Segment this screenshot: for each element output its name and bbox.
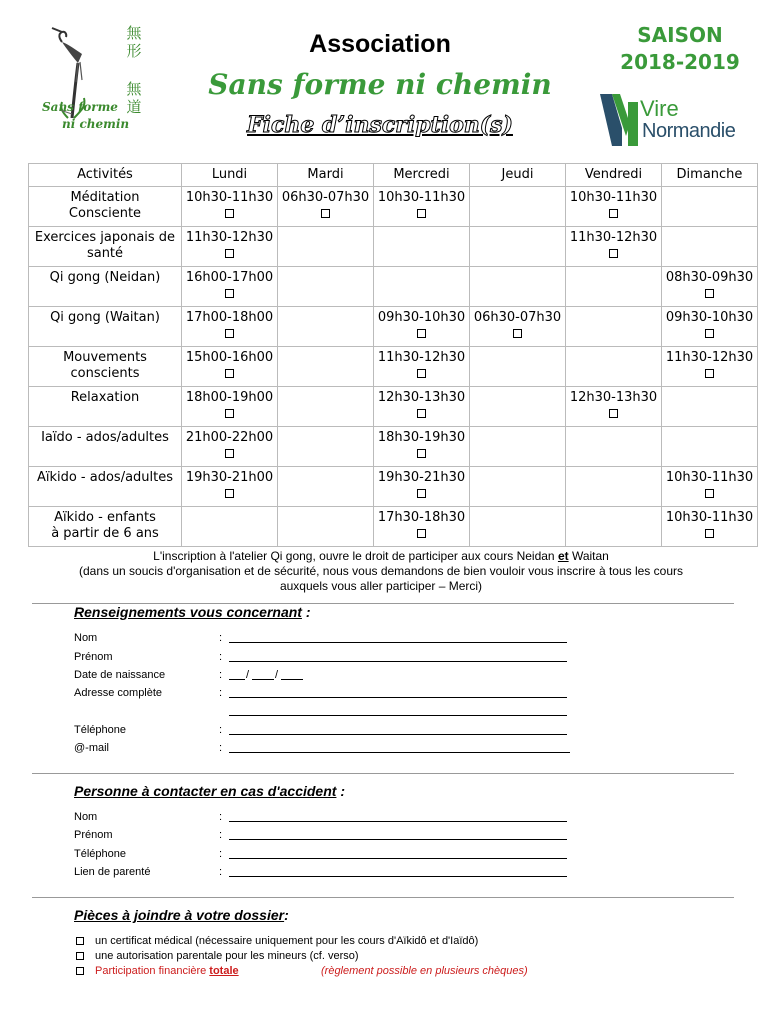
section-title-colon: : <box>336 783 345 799</box>
time-slot-cell <box>566 427 662 467</box>
slot-checkbox[interactable] <box>609 249 618 258</box>
time-slot-cell <box>566 387 662 427</box>
payment-label: Participation financière <box>95 965 207 977</box>
nom-input-line[interactable] <box>229 633 567 643</box>
field-separator: : <box>219 687 223 699</box>
date-slash: / <box>275 669 279 681</box>
time-slot-cell <box>278 467 374 507</box>
note-text: auxquels vous aller participer – Merci) <box>279 579 483 593</box>
time-slot-cell <box>470 307 566 347</box>
field-label-relationship: Lien de parenté <box>74 866 151 878</box>
time-slot: 11h30-12h30 <box>377 350 466 365</box>
column-header: Dimanche <box>662 164 758 187</box>
time-slot-cell <box>374 187 470 227</box>
partner-logo <box>598 92 748 148</box>
slot-checkbox[interactable] <box>705 489 714 498</box>
time-slot-cell <box>662 227 758 267</box>
date-slash: / <box>246 669 250 681</box>
time-slot: 11h30-12h30 <box>569 230 658 245</box>
slot-checkbox[interactable] <box>225 369 234 378</box>
activity-name: Aïkido - enfants <box>54 510 156 525</box>
field-label-email: @-mail <box>74 742 109 754</box>
time-slot: 12h30-13h30 <box>569 390 658 405</box>
slot-checkbox[interactable] <box>417 449 426 458</box>
field-separator: : <box>219 632 223 644</box>
slot-checkbox[interactable] <box>225 329 234 338</box>
time-slot-cell <box>470 347 566 387</box>
activity-cell <box>29 267 182 307</box>
time-slot-cell <box>374 347 470 387</box>
time-slot-cell <box>470 267 566 307</box>
time-slot-cell <box>662 267 758 307</box>
table-header-row <box>29 164 758 187</box>
payment-note: (règlement possible en plusieurs chèques) <box>321 965 528 977</box>
column-header: Jeudi <box>470 164 566 187</box>
field-label-contact-phone: Téléphone <box>74 848 126 860</box>
time-slot-cell <box>278 307 374 347</box>
time-slot: 10h30-11h30 <box>569 190 658 205</box>
phone-input-line[interactable] <box>229 725 567 735</box>
activity-name: Aïkido - ados/adultes <box>36 470 174 485</box>
address-input-line[interactable] <box>229 688 567 698</box>
time-slot-cell <box>278 187 374 227</box>
address-input-line-2[interactable] <box>229 706 567 716</box>
slot-checkbox[interactable] <box>417 489 426 498</box>
birth-year-input[interactable] <box>281 670 303 680</box>
table-row <box>29 387 758 427</box>
field-separator: : <box>219 742 223 754</box>
activity-cell <box>29 187 182 227</box>
field-label-address: Adresse complète <box>74 687 163 699</box>
time-slot-cell <box>662 427 758 467</box>
field-label-nom: Nom <box>74 632 98 644</box>
activity-name: conscients <box>70 366 140 381</box>
section-title-colon: : <box>301 604 311 620</box>
time-slot: 21h00-22h00 <box>185 430 274 445</box>
time-slot: 10h30-11h30 <box>377 190 466 205</box>
email-input-line[interactable] <box>229 743 570 753</box>
time-slot-cell <box>566 347 662 387</box>
slot-checkbox[interactable] <box>417 409 426 418</box>
time-slot-cell <box>182 507 278 547</box>
column-header: Mardi <box>278 164 374 187</box>
field-label-phone: Téléphone <box>74 724 126 736</box>
time-slot: 17h30-18h30 <box>377 510 466 525</box>
time-slot: 11h30-12h30 <box>185 230 274 245</box>
activity-name: santé <box>86 246 124 261</box>
slot-checkbox[interactable] <box>609 209 618 218</box>
slot-checkbox[interactable] <box>705 329 714 338</box>
section-title-documents <box>74 907 289 923</box>
activity-name: Exercices japonais de <box>34 230 176 245</box>
birth-day-input[interactable] <box>229 670 245 680</box>
table-row <box>29 467 758 507</box>
time-slot: 19h30-21h00 <box>185 470 274 485</box>
slot-checkbox[interactable] <box>417 529 426 538</box>
qigong-note <box>28 549 734 594</box>
time-slot: 08h30-09h30 <box>665 270 754 285</box>
time-slot-cell <box>182 187 278 227</box>
table-row <box>29 227 758 267</box>
document-item-payment <box>76 965 528 977</box>
divider <box>32 897 734 898</box>
field-separator: : <box>219 651 223 663</box>
table-row <box>29 427 758 467</box>
slot-checkbox[interactable] <box>705 369 714 378</box>
association-name: Sans forme ni chemin <box>208 68 552 101</box>
slot-checkbox[interactable] <box>417 369 426 378</box>
activity-name: Méditation <box>70 190 140 205</box>
activity-cell <box>29 227 182 267</box>
time-slot-cell <box>662 467 758 507</box>
time-slot-cell <box>566 227 662 267</box>
time-slot-cell <box>278 387 374 427</box>
field-separator: : <box>219 829 223 841</box>
time-slot-cell <box>662 307 758 347</box>
slot-checkbox[interactable] <box>225 489 234 498</box>
section-title-text: Personne à contacter en cas d'accident <box>74 783 337 799</box>
document-item-text: un certificat médical (nécessaire uniquement pour les cours d'Aïkidô et d'Iaïdô) <box>95 935 479 947</box>
vire-normandie-mark-icon <box>598 92 642 148</box>
activity-name: Iaïdo - ados/adultes <box>41 430 169 445</box>
time-slot-cell <box>374 307 470 347</box>
section-title-personal <box>74 604 311 620</box>
column-header: Vendredi <box>566 164 662 187</box>
time-slot-cell <box>662 387 758 427</box>
time-slot-cell <box>566 467 662 507</box>
field-label-contact-prenom: Prénom <box>74 829 113 841</box>
table-row <box>29 307 758 347</box>
section-title-text: Renseignements vous concernant <box>74 604 302 620</box>
time-slot-cell <box>182 347 278 387</box>
time-slot-cell <box>374 507 470 547</box>
slot-checkbox[interactable] <box>225 249 234 258</box>
field-label-birthdate: Date de naissance <box>74 669 166 681</box>
checkbox[interactable] <box>76 952 84 960</box>
activity-cell <box>29 347 182 387</box>
time-slot-cell <box>374 427 470 467</box>
logo-kanji: 道 <box>126 98 142 116</box>
slot-checkbox[interactable] <box>417 209 426 218</box>
slot-checkbox[interactable] <box>225 409 234 418</box>
time-slot-cell <box>182 267 278 307</box>
section-title-emergency <box>74 783 345 799</box>
time-slot-cell <box>566 267 662 307</box>
time-slot-cell <box>278 347 374 387</box>
note-emphasis: et <box>557 549 569 563</box>
activity-cell <box>29 307 182 347</box>
document-item-authorization <box>76 950 359 962</box>
time-slot-cell <box>182 307 278 347</box>
activity-name: Qi gong (Neidan) <box>49 270 161 285</box>
slot-checkbox[interactable] <box>225 449 234 458</box>
form-title: Fiche d’inscription(s) <box>247 112 513 138</box>
time-slot-cell <box>470 507 566 547</box>
slot-checkbox[interactable] <box>225 209 234 218</box>
table-row <box>29 347 758 387</box>
activity-name: Relaxation <box>70 390 140 405</box>
time-slot: 06h30-07h30 <box>281 190 370 205</box>
field-separator: : <box>219 669 223 681</box>
time-slot-cell <box>182 467 278 507</box>
checkbox[interactable] <box>76 937 84 945</box>
slot-checkbox[interactable] <box>609 409 618 418</box>
activity-cell <box>29 467 182 507</box>
contact-nom-input-line[interactable] <box>229 812 567 822</box>
partner-name-line1: Vire <box>640 96 679 121</box>
contact-prenom-input-line[interactable] <box>229 830 567 840</box>
field-separator: : <box>219 848 223 860</box>
slot-checkbox[interactable] <box>225 289 234 298</box>
time-slot: 12h30-13h30 <box>377 390 466 405</box>
schedule-table <box>28 163 758 547</box>
activity-cell <box>29 427 182 467</box>
note-text: Waitan <box>568 549 609 563</box>
relationship-input-line[interactable] <box>229 867 567 877</box>
time-slot-cell <box>566 307 662 347</box>
time-slot-cell <box>278 427 374 467</box>
slot-checkbox[interactable] <box>513 329 522 338</box>
note-text: L'inscription à l'atelier Qi gong, ouvre le droit de participer aux cours Neidan <box>153 549 558 563</box>
time-slot-cell <box>662 187 758 227</box>
column-header: Mercredi <box>374 164 470 187</box>
time-slot-cell <box>566 187 662 227</box>
season-label: SAISON <box>637 23 723 47</box>
time-slot: 19h30-21h30 <box>377 470 466 485</box>
time-slot-cell <box>662 347 758 387</box>
activity-cell <box>29 507 182 547</box>
field-separator: : <box>219 866 223 878</box>
season-years: 2018-2019 <box>620 50 740 74</box>
logo-kanji: 無 <box>126 24 142 42</box>
time-slot-cell <box>182 387 278 427</box>
table-row <box>29 187 758 227</box>
activity-name: Consciente <box>68 206 142 221</box>
time-slot: 09h30-10h30 <box>665 310 754 325</box>
table-row <box>29 507 758 547</box>
time-slot: 06h30-07h30 <box>473 310 562 325</box>
time-slot: 11h30-12h30 <box>665 350 754 365</box>
note-text: (dans un soucis d'organisation et de sécurité, nous vous demandons de bien vouloir vous inscrire à tous les cours <box>79 564 683 578</box>
time-slot: 10h30-11h30 <box>185 190 274 205</box>
section-title-text: Pièces à joindre à votre dossier <box>74 907 285 923</box>
time-slot: 10h30-11h30 <box>665 510 754 525</box>
table-row <box>29 267 758 307</box>
activity-name: à partir de 6 ans <box>51 526 159 541</box>
time-slot: 15h00-16h00 <box>185 350 274 365</box>
prenom-input-line[interactable] <box>229 652 567 662</box>
birth-month-input[interactable] <box>252 670 274 680</box>
time-slot-cell <box>566 507 662 547</box>
slot-checkbox[interactable] <box>417 329 426 338</box>
activity-name: Qi gong (Waitan) <box>50 310 160 325</box>
time-slot: 09h30-10h30 <box>377 310 466 325</box>
partner-name-line2: Normandie <box>642 120 736 142</box>
field-separator: : <box>219 811 223 823</box>
time-slot-cell <box>182 227 278 267</box>
slot-checkbox[interactable] <box>705 529 714 538</box>
time-slot: 17h00-18h00 <box>185 310 274 325</box>
activity-cell <box>29 387 182 427</box>
time-slot-cell <box>278 507 374 547</box>
payment-total: totale <box>209 965 239 977</box>
time-slot-cell <box>470 227 566 267</box>
time-slot: 18h00-19h00 <box>185 390 274 405</box>
season-block <box>600 22 760 76</box>
time-slot-cell <box>374 227 470 267</box>
time-slot-cell <box>374 267 470 307</box>
logo-text: Sans forme <box>42 100 118 114</box>
field-label-contact-nom: Nom <box>74 811 98 823</box>
document-item-certificate <box>76 935 478 947</box>
logo-kanji: 無 <box>126 80 142 98</box>
column-header: Lundi <box>182 164 278 187</box>
divider <box>32 773 734 774</box>
time-slot-cell <box>470 387 566 427</box>
activity-name: Mouvements <box>63 350 147 365</box>
checkbox[interactable] <box>76 967 84 975</box>
field-separator: : <box>219 724 223 736</box>
time-slot-cell <box>182 427 278 467</box>
time-slot-cell <box>662 507 758 547</box>
field-label-prenom: Prénom <box>74 651 113 663</box>
logo-text: ni chemin <box>62 117 130 131</box>
time-slot: 18h30-19h30 <box>377 430 466 445</box>
association-logo <box>32 18 152 138</box>
association-heading: Association <box>309 30 451 58</box>
time-slot: 16h00-17h00 <box>185 270 274 285</box>
time-slot-cell <box>278 227 374 267</box>
section-title-colon: : <box>284 907 289 923</box>
column-header: Activités <box>29 164 182 187</box>
time-slot-cell <box>374 467 470 507</box>
slot-checkbox[interactable] <box>321 209 330 218</box>
time-slot-cell <box>278 267 374 307</box>
time-slot-cell <box>470 187 566 227</box>
logo-kanji: 形 <box>126 42 142 60</box>
document-item-text: une autorisation parentale pour les mineurs (cf. verso) <box>95 950 359 962</box>
time-slot-cell <box>470 427 566 467</box>
time-slot: 10h30-11h30 <box>665 470 754 485</box>
time-slot-cell <box>374 387 470 427</box>
slot-checkbox[interactable] <box>705 289 714 298</box>
contact-phone-input-line[interactable] <box>229 849 567 859</box>
time-slot-cell <box>470 467 566 507</box>
